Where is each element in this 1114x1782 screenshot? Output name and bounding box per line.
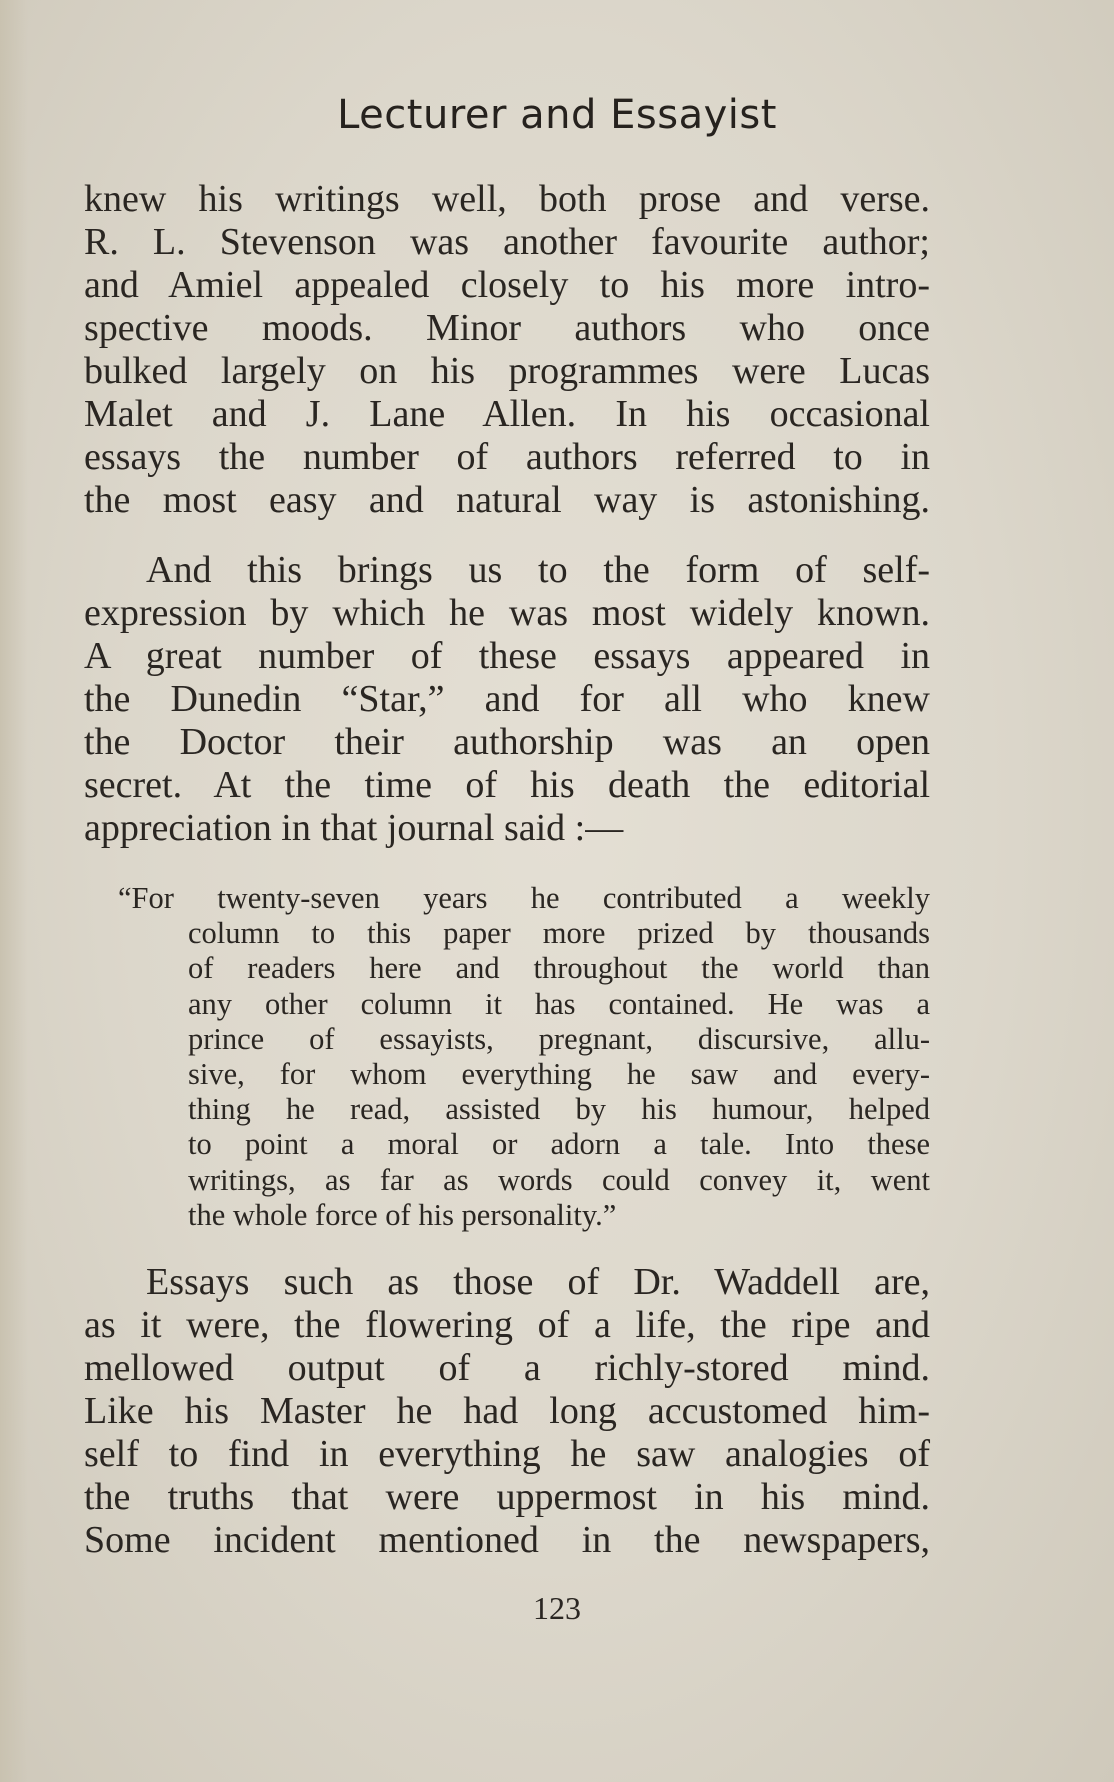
text-line: R. L. Stevenson was another favourite author; [84, 221, 930, 263]
text-line: Like his Master he had long accustomed him- [84, 1390, 930, 1432]
paragraph-2 [84, 549, 930, 850]
quote-line: the whole force of his personality.” [188, 1197, 617, 1232]
quote-line: thing he read, assisted by his humour, helped [188, 1092, 930, 1127]
text-line: bulked largely on his programmes were Lucas [84, 350, 930, 392]
text-line: Essays such as those of Dr. Waddell are, [146, 1261, 930, 1303]
paragraph-1 [84, 178, 930, 522]
text-line: mellowed output of a richly-stored mind. [84, 1347, 930, 1389]
text-line: the Doctor their authorship was an open [84, 721, 930, 763]
quote-line: prince of essayists, pregnant, discursive, allu- [188, 1021, 930, 1056]
quote-line: “For twenty-seven years he contributed a weekly [118, 881, 930, 915]
text-line: appreciation in that journal said :— [84, 807, 624, 849]
text-line: secret. At the time of his death the editorial [84, 764, 930, 806]
text-line: essays the number of authors referred to in [84, 436, 930, 478]
text-line: spective moods. Minor authors who once [84, 307, 930, 349]
quote-line: sive, for whom everything he saw and every- [188, 1057, 930, 1092]
text-line: the Dunedin “Star,” and for all who knew [84, 678, 930, 720]
text-line: as it were, the flowering of a life, the ripe and [84, 1304, 930, 1346]
text-line: expression by which he was most widely known. [84, 592, 930, 634]
text-line: Malet and J. Lane Allen. In his occasional [84, 393, 930, 435]
block-quote [118, 881, 930, 1233]
text-line: the most easy and natural way is astonishing. [84, 479, 930, 521]
paragraph-4 [84, 1261, 930, 1562]
quote-line: of readers here and throughout the world than [188, 951, 930, 986]
quote-line: any other column it has contained. He was a [188, 986, 930, 1021]
text-line: self to find in everything he saw analogies of [84, 1433, 930, 1475]
text-line: knew his writings well, both prose and verse. [84, 178, 930, 220]
text-line: the truths that were uppermost in his mind. [84, 1476, 930, 1518]
text-line: A great number of these essays appeared in [84, 635, 930, 677]
quote-line: to point a moral or adorn a tale. Into these [188, 1127, 930, 1162]
text-line: Some incident mentioned in the newspapers, [84, 1519, 930, 1561]
quote-line: writings, as far as words could convey it, went [188, 1162, 930, 1197]
quote-line: column to this paper more prized by thousands [188, 916, 930, 951]
running-head: Lecturer and Essayist [337, 92, 777, 138]
text-line: And this brings us to the form of self- [146, 549, 930, 591]
page-number: 123 [533, 1590, 581, 1626]
text-line: and Amiel appealed closely to his more intro- [84, 264, 930, 306]
